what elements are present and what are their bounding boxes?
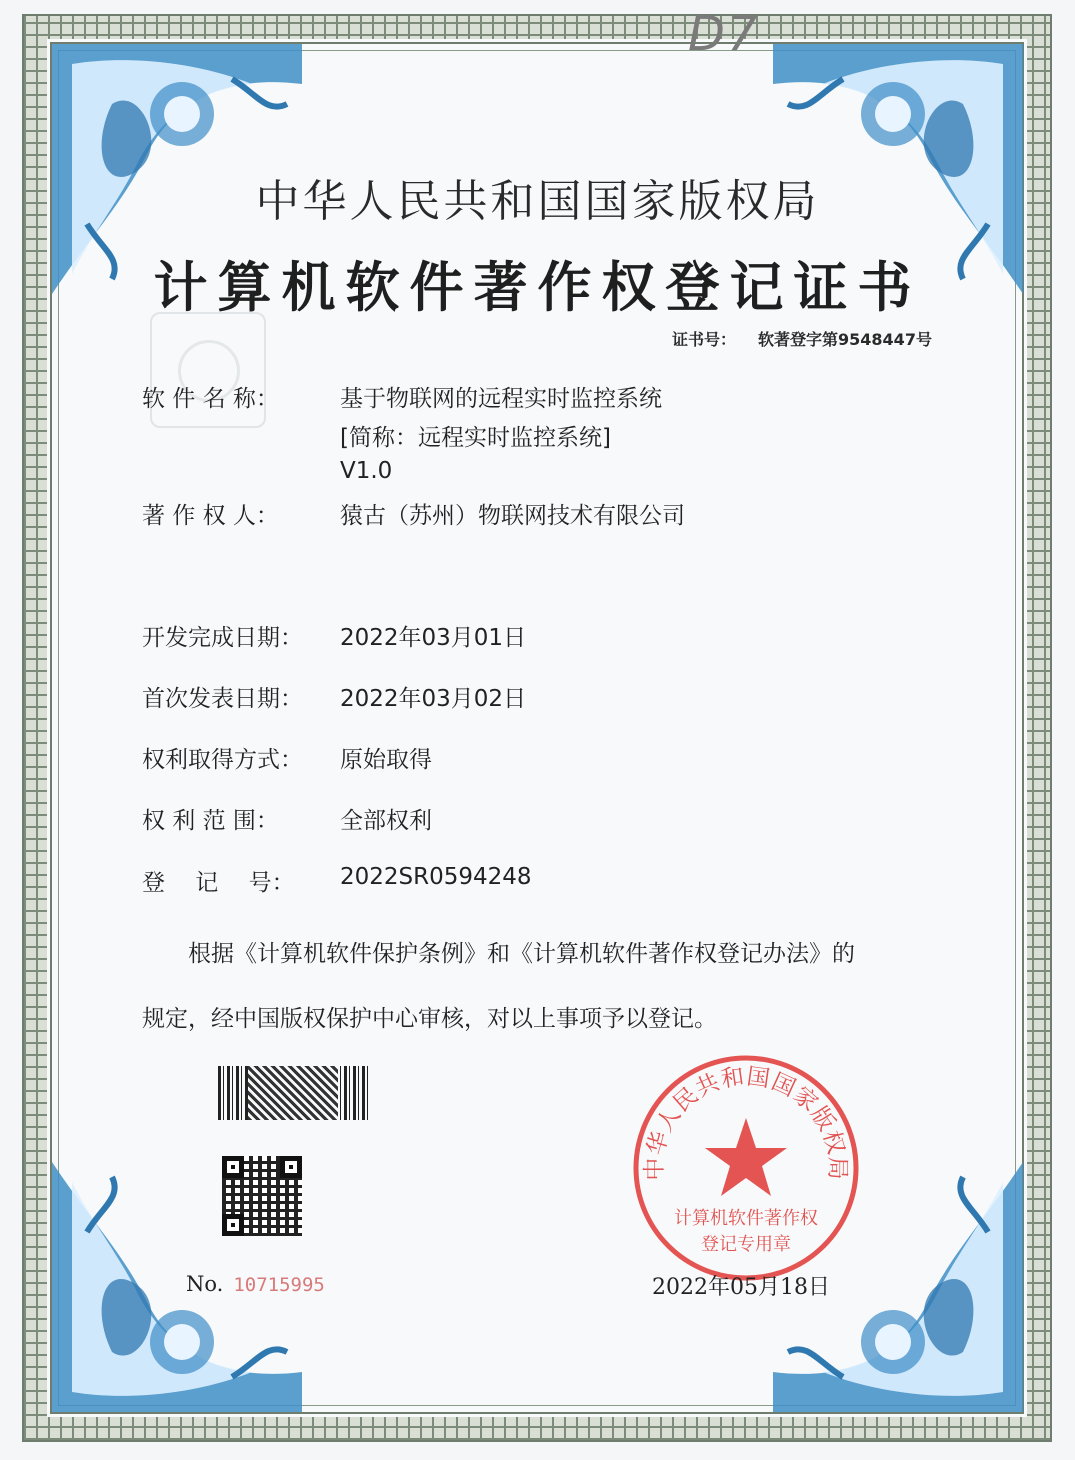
pub-date-label: 首次发表日期： [142, 686, 303, 712]
statement-line-1: 根据《计算机软件保护条例》和《计算机软件著作权登记办法》的 [188, 941, 855, 967]
software-name-value [340, 380, 662, 490]
serial-number [186, 1272, 325, 1296]
qr-code [222, 1156, 302, 1236]
scope-value: 全部权利 [340, 808, 432, 834]
software-short-name-line: [简称：远程实时监控系统] [340, 425, 611, 451]
pub-date-value: 2022年03月02日 [340, 686, 527, 712]
software-name-line: 基于物联网的远程实时监控系统 [340, 386, 662, 412]
issuer-title: 中华人民共和国国家版权局 [255, 176, 820, 227]
certificate-title: 计算机软件著作权登记证书 [153, 256, 922, 319]
certificate-number [672, 327, 932, 350]
acquire-value: 原始取得 [340, 747, 432, 773]
serial-value: 10715995 [233, 1274, 325, 1296]
dev-date-value: 2022年03月01日 [340, 625, 527, 651]
owner-value: 猿古（苏州）物联网技术有限公司 [340, 503, 685, 529]
software-name-label: 软 件 名 称： [142, 386, 279, 412]
acquire-label: 权利取得方式： [142, 747, 303, 773]
official-seal [630, 1052, 862, 1284]
cert-no-value: 软著登字第9548447号 [758, 330, 932, 349]
issue-date: 2022年05月18日 [652, 1275, 830, 1300]
owner-label: 著 作 权 人： [142, 503, 279, 529]
barcode [218, 1066, 370, 1120]
reg-no-value: 2022SR0594248 [340, 864, 532, 890]
seal-line-1: 计算机软件著作权 [674, 1208, 818, 1229]
seal-arc-text: 中华人民共和国国家版权局 [641, 1063, 851, 1181]
software-version-line: V1.0 [340, 458, 393, 484]
scope-label: 权 利 范 围： [142, 808, 279, 834]
seal-line-2: 登记专用章 [701, 1234, 791, 1255]
dev-date-label: 开发完成日期： [142, 625, 303, 651]
reg-no-label: 登 记 号： [142, 870, 295, 896]
cert-no-label: 证书号： [672, 330, 737, 349]
serial-prefix: No. [186, 1272, 224, 1296]
handwritten-mark: D7 [688, 6, 760, 62]
statement-line-2: 规定，经中国版权保护中心审核，对以上事项予以登记。 [142, 1006, 717, 1032]
